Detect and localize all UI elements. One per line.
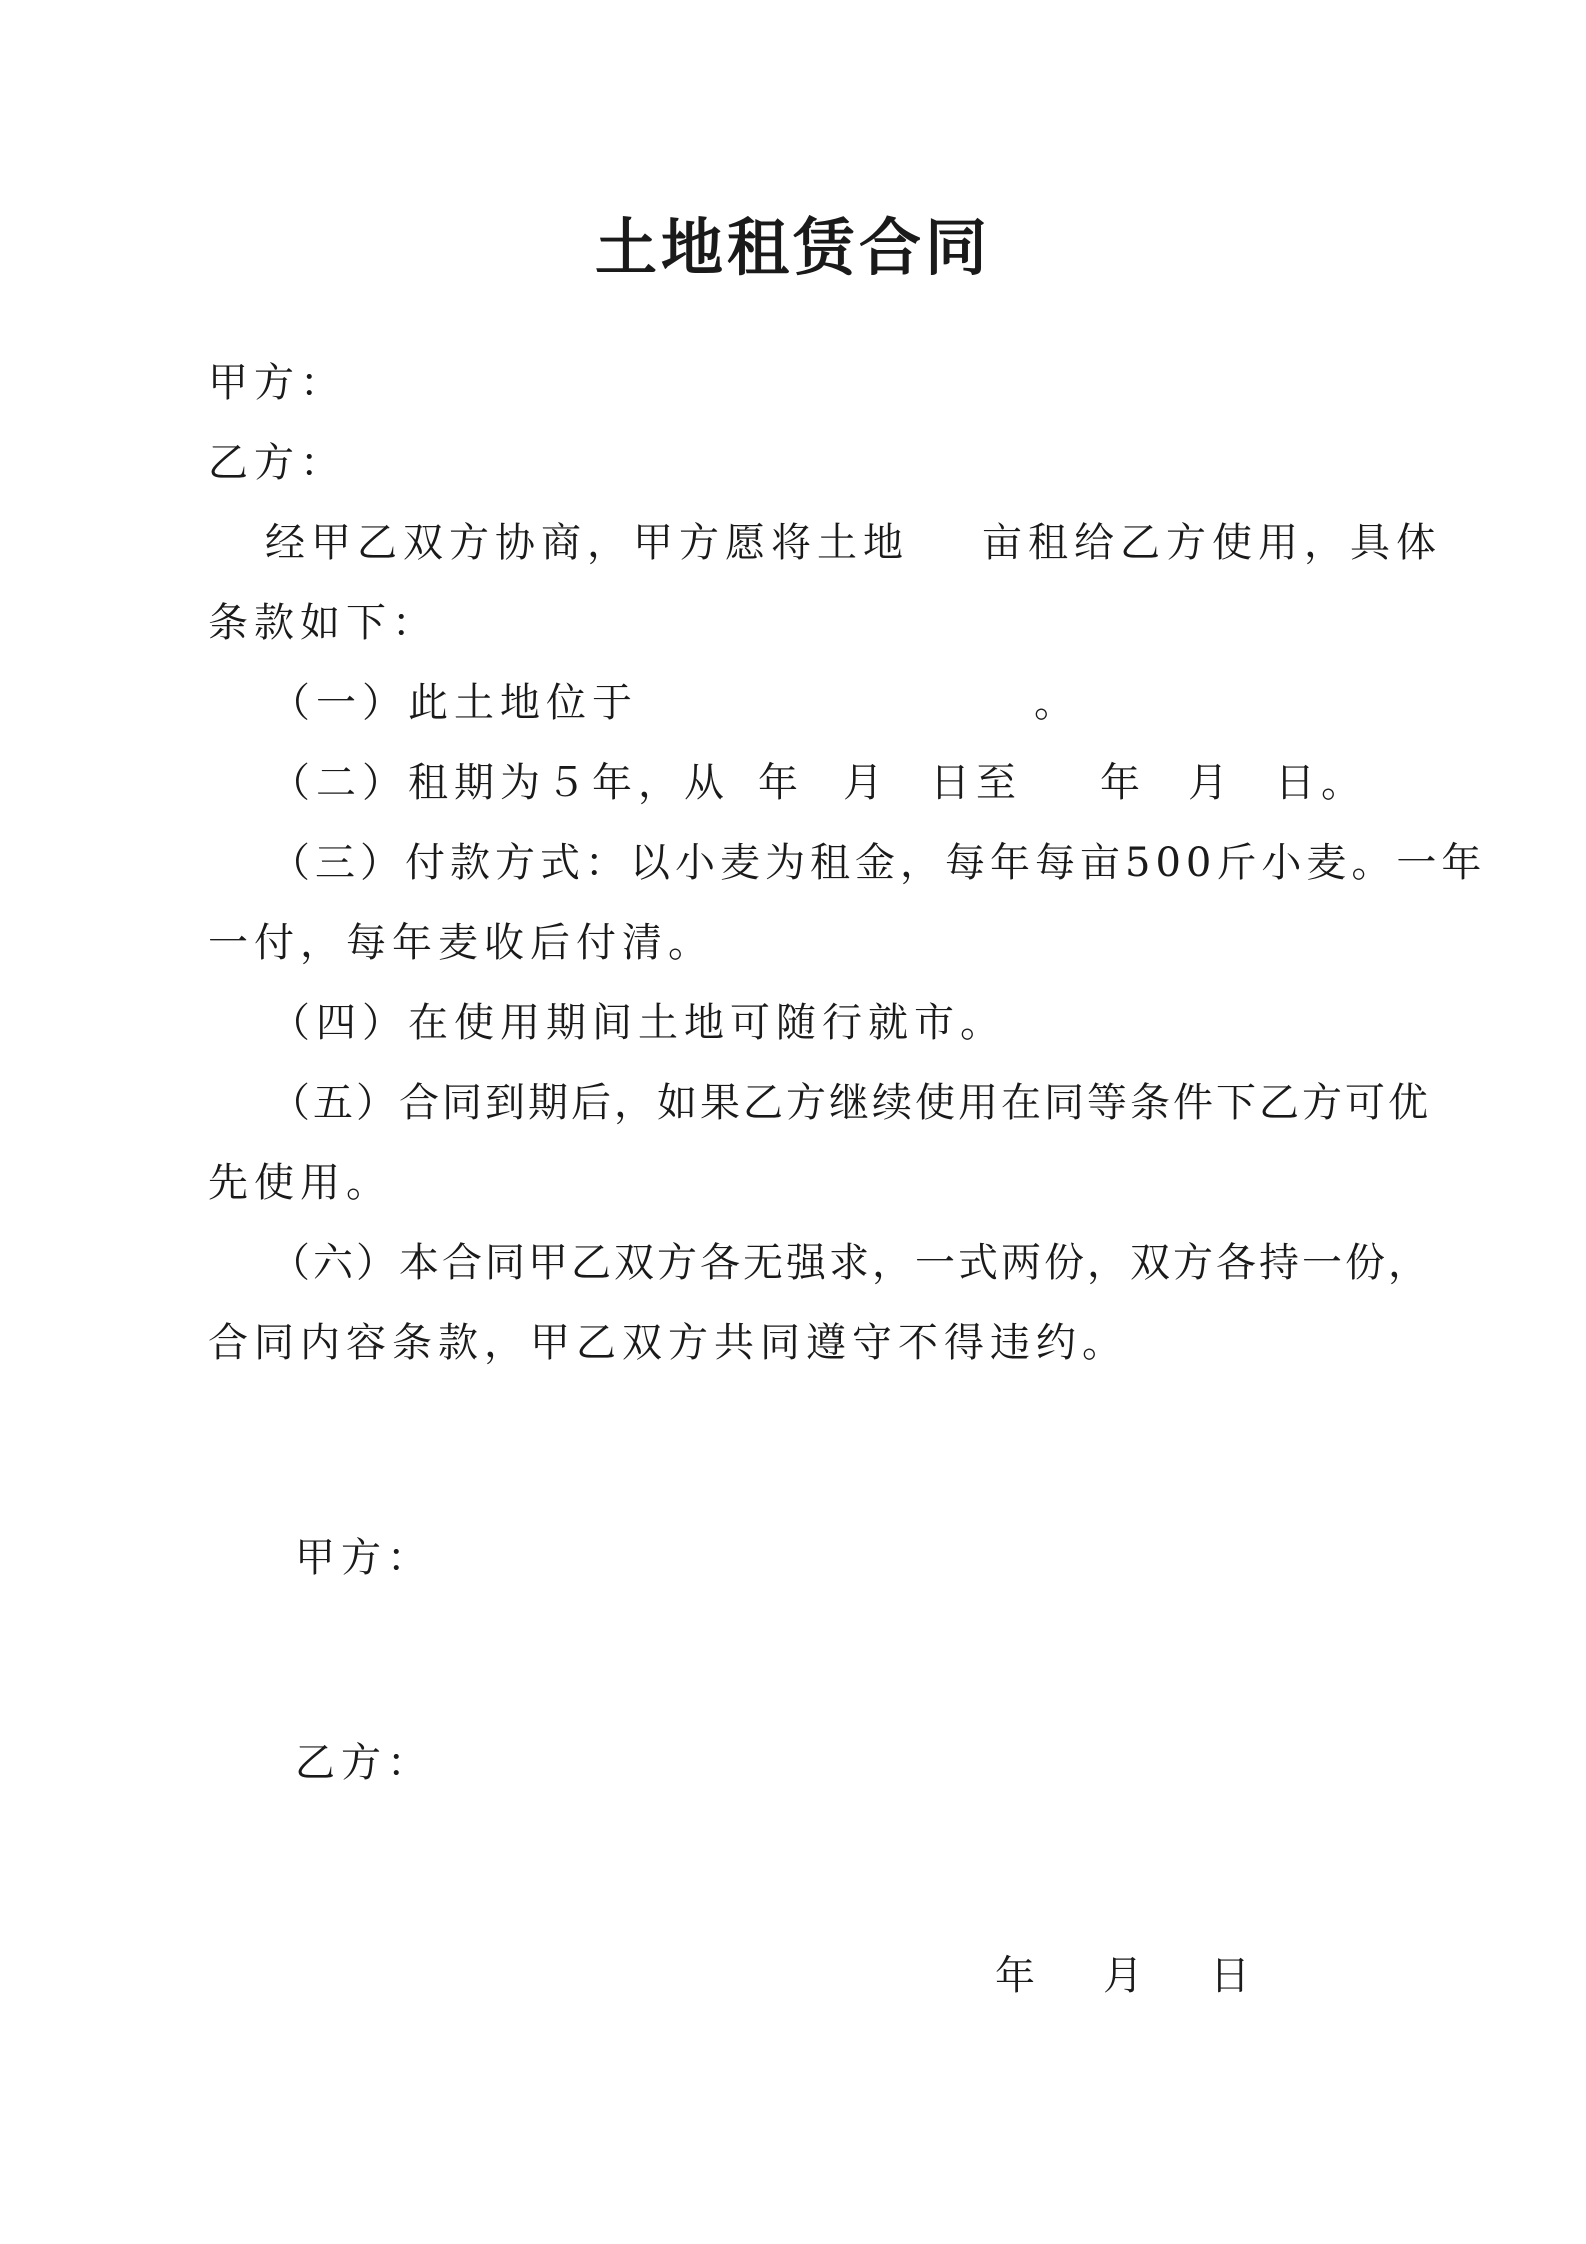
intro-part1: 经甲乙双方协商，甲方愿将土地 [265,520,909,566]
intro-part2: 亩租给乙方使用，具体 [982,520,1442,566]
signature-month: 月 [1103,1953,1149,1999]
clause-5-line-1: （五）合同到期后，如果乙方继续使用在同等条件下乙方可优 [270,1080,1431,1126]
clause-2-day-to: 日至 [930,760,1022,806]
signature-party-b: 乙方： [295,1740,433,1786]
party-b-header: 乙方： [208,440,346,486]
clause-4-line-1: （四）在使用期间土地可随行就市。 [270,1000,1006,1046]
clause-2-year-to: 年 [1100,760,1146,806]
party-a-header: 甲方： [208,360,346,406]
intro-continuation: 条款如下： [208,600,438,646]
document-title: 土地租赁合同 [594,211,991,284]
clause-3-line-1: （三）付款方式：以小麦为租金，每年每亩500斤小麦。一年 [270,840,1487,886]
clause-5-line-2: 先使用。 [208,1160,392,1206]
clause-2-year-from: 年 [758,760,804,806]
clause-2-day-end: 日。 [1275,760,1367,806]
clause-2-month-from: 月 [843,760,889,806]
clause-1-text: （一）此土地位于 [270,680,638,726]
clause-6-line-2: 合同内容条款，甲乙双方共同遵守不得违约。 [208,1320,1128,1366]
clause-6-line-1: （六）本合同甲乙双方各无强求，一式两份，双方各持一份， [270,1240,1431,1286]
signature-day: 日 [1210,1953,1256,1999]
clause-2-month-to: 月 [1188,760,1234,806]
signature-year: 年 [995,1953,1041,1999]
signature-party-a: 甲方： [295,1535,433,1581]
clause-1-end: 。 [1034,680,1080,726]
clause-2-text: （二）租期为５年，从 [270,760,730,806]
clause-3-line-2: 一付，每年麦收后付清。 [208,920,714,966]
